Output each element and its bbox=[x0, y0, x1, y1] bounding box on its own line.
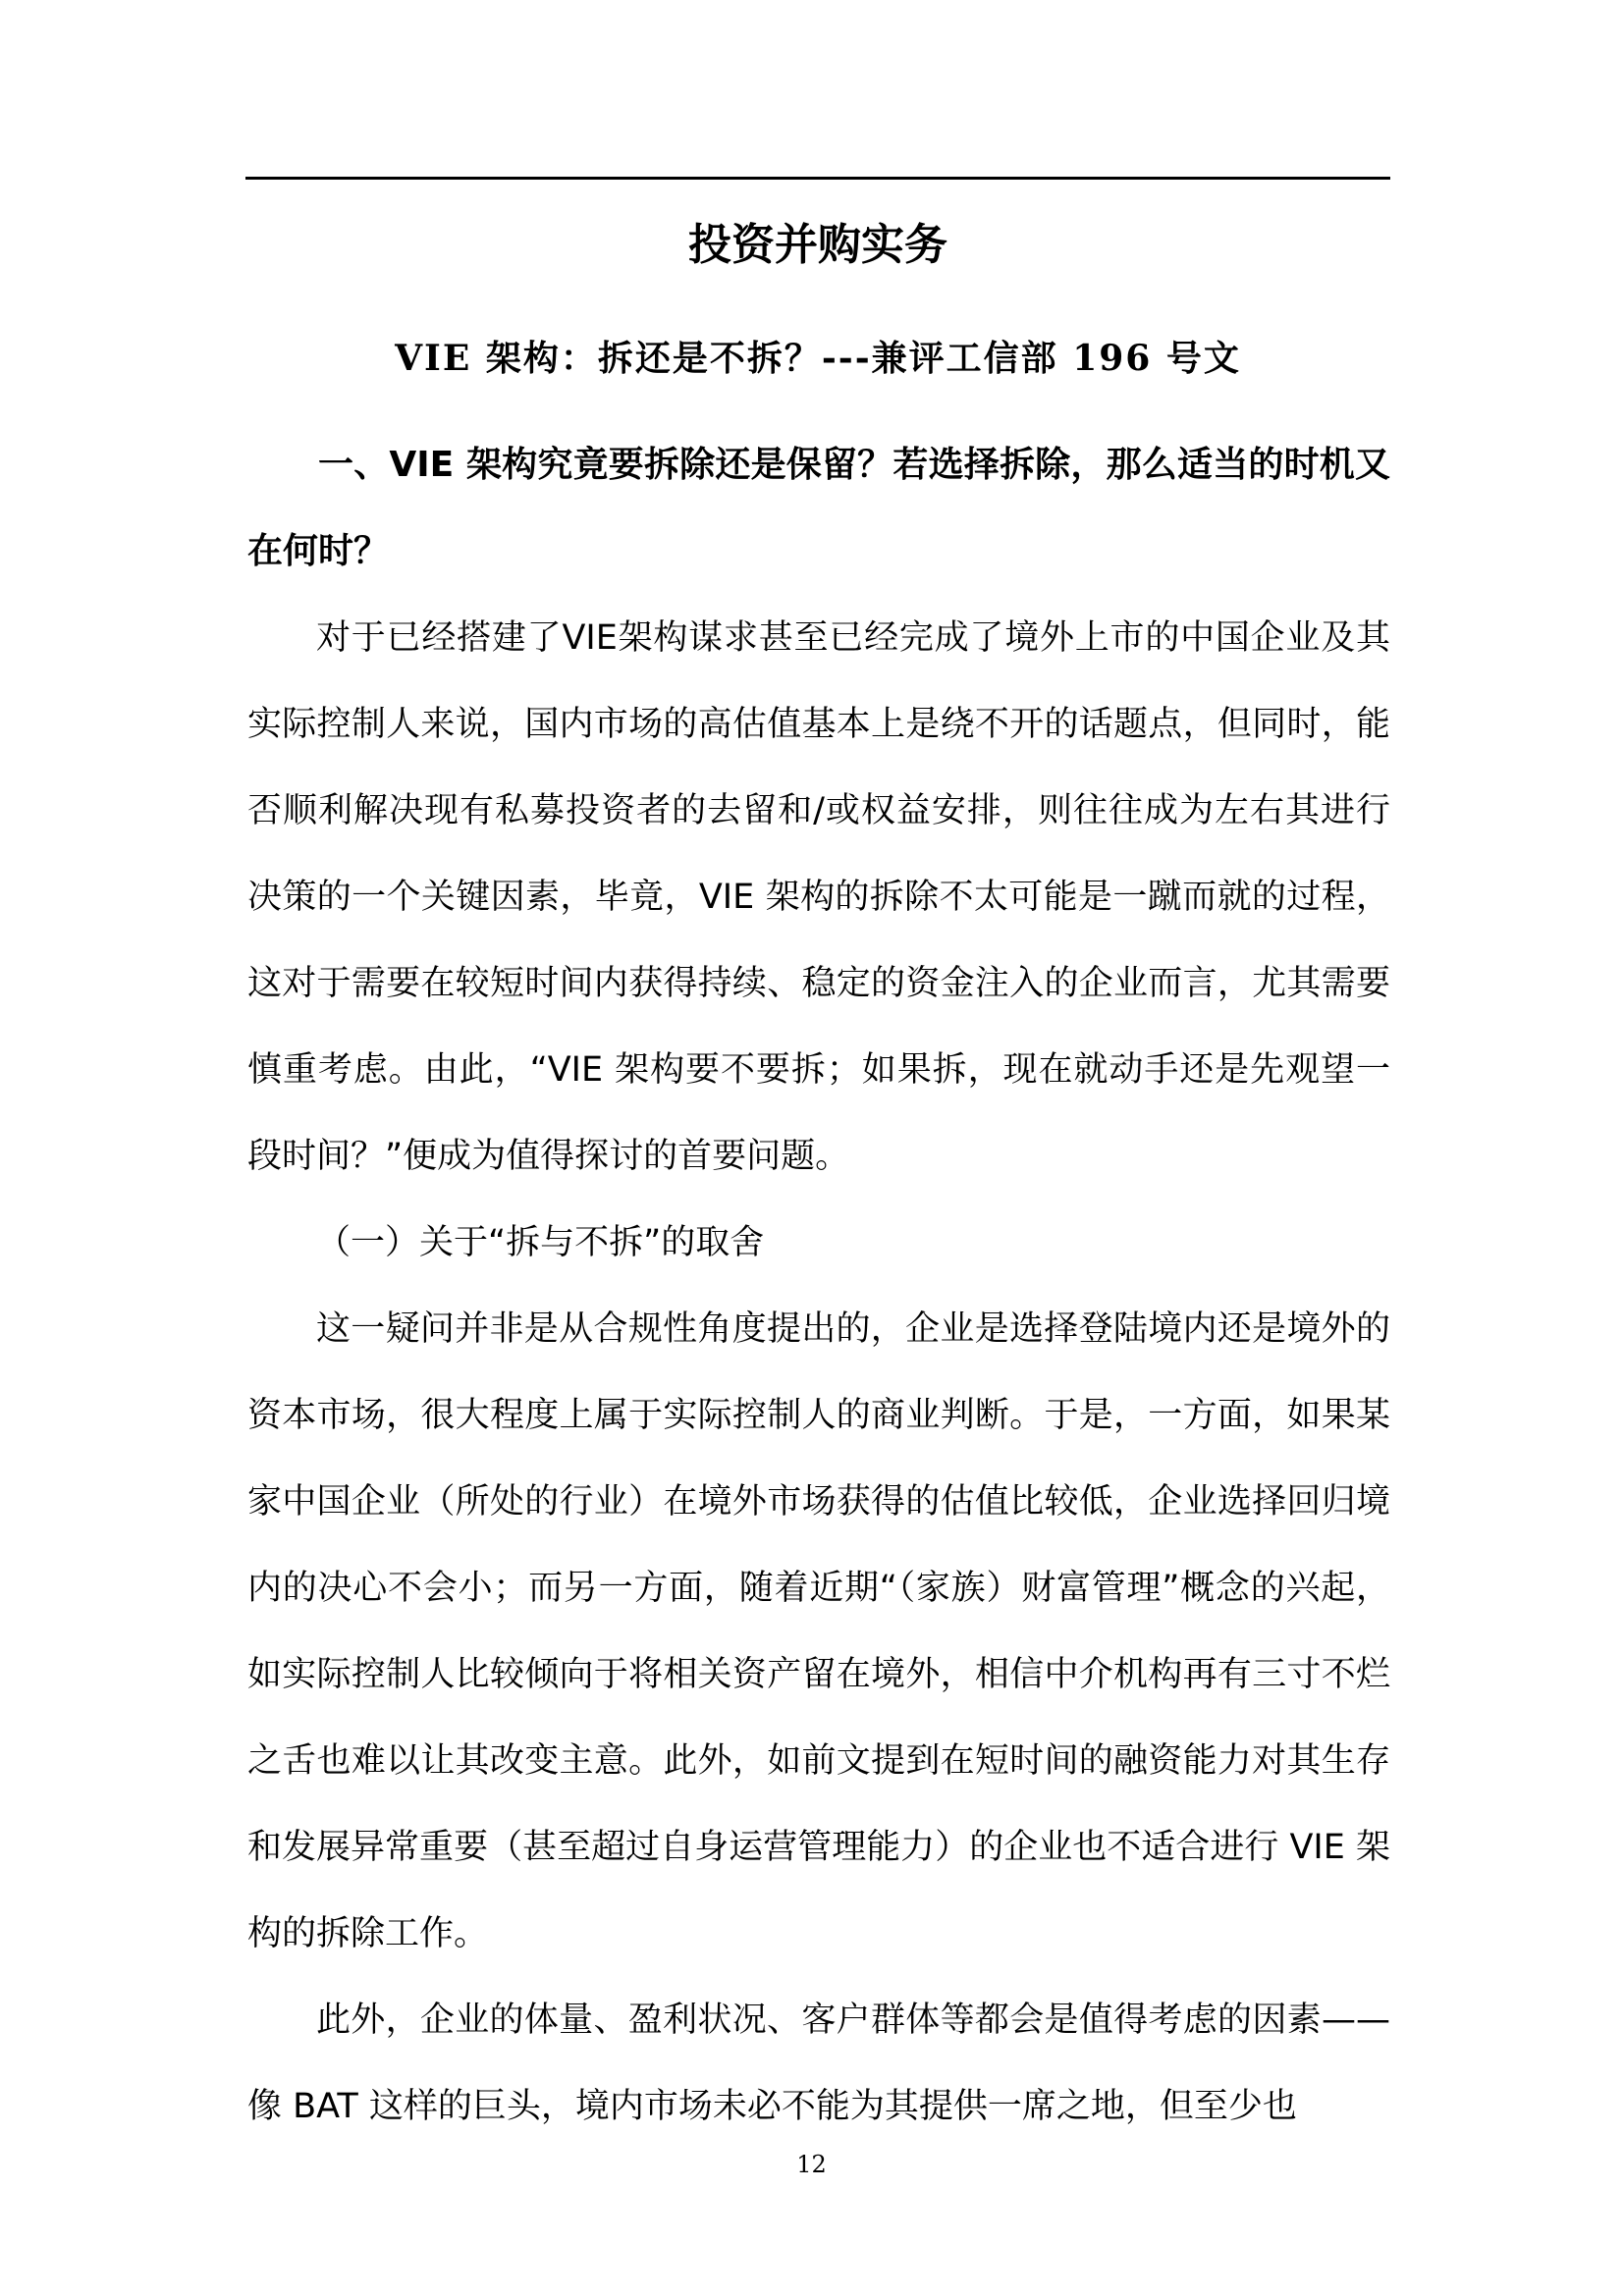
heading-1: 一、VIE 架构究竟要拆除还是保留？若选择拆除，那么适当的时机又在何时？ bbox=[247, 445, 1390, 571]
page-number: 12 bbox=[796, 2151, 827, 2178]
article-body bbox=[247, 422, 1390, 2150]
paragraph-1: 对于已经搭建了VIE架构谋求甚至已经完成了境外上市的中国企业及其实际控制人来说，国内市场的高估值基本上是绕不开的话题点，但同时，能否顺利解决现有私募投资者的去留和/或权益安排，则往往成为左右其进行决策的一个关键因素，毕竟，VIE 架构的拆除不太可能是一蹴而就的过程，这对于需要在较短时间内获得持续、稳定的资金注入的企业而言，尤其需要慎重考虑。由此，“VIE 架构要不要拆；如果拆，现在就动手还是先观望一段时间？”便成为值得探讨的首要问题。 bbox=[247, 618, 1390, 1176]
subheading-1: （一）关于“拆与不拆”的取舍 bbox=[316, 1223, 765, 1262]
paragraph-3: 此外，企业的体量、盈利状况、客户群体等都会是值得考虑的因素——像 BAT 这样的巨头，境内市场未必不能为其提供一席之地，但至少也 bbox=[247, 2001, 1390, 2126]
paragraph-2: 这一疑问并非是从合规性角度提出的，企业是选择登陆境内还是境外的资本市场，很大程度上属于实际控制人的商业判断。于是，一方面，如果某家中国企业（所处的行业）在境外市场获得的估值比较低，企业选择回归境内的决心不会小；而另一方面，随着近期“（家族）财富管理”概念的兴起，如实际控制人比较倾向于将相关资产留在境外，相信中介机构再有三寸不烂之舌也难以让其改变主意。此外，如前文提到在短时间的融资能力对其生存和发展异常重要（甚至超过自身运营管理能力）的企业也不适合进行 VIE 架构的拆除工作。 bbox=[247, 1309, 1390, 1953]
header-rule bbox=[245, 177, 1390, 180]
section-heading: 投资并购实务 bbox=[688, 220, 947, 270]
article-title: VIE 架构：拆还是不拆？---兼评工信部 196 号文 bbox=[395, 338, 1241, 379]
